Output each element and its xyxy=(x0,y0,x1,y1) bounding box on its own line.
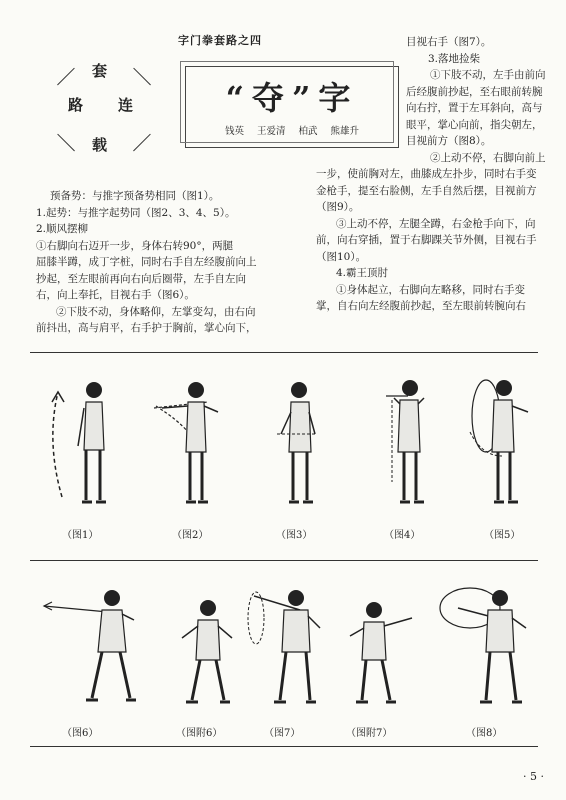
authors: 钱英 王爱清 柏武 熊雄升 xyxy=(224,126,360,137)
deco-char-zai: 载 xyxy=(92,136,108,154)
deco-char-lian: 连 xyxy=(118,96,134,114)
para-line: 目视前方（图8）。 xyxy=(406,135,492,147)
para-line: 向右拧，置于左耳斜向，高与 xyxy=(406,102,543,114)
figure-6-illustration xyxy=(40,580,140,712)
para-line: （图10）。 xyxy=(316,250,367,263)
para-line: 掌，自右向左经腹前抄起，至左眼前转腕向右 xyxy=(316,300,526,312)
para-line: 后经腹前抄起，至右眼前转腕 xyxy=(406,85,543,98)
figure-3-illustration xyxy=(255,372,335,510)
para-line: 预备势：与推字预备势相同（图1）。 xyxy=(50,190,220,202)
text-column-left xyxy=(36,188,286,337)
text-column-right xyxy=(302,34,564,315)
page-number: · 5 · xyxy=(523,770,544,783)
para-line: 1.起势：与推字起势同（图2、3、4、5）。 xyxy=(36,206,236,219)
figure-caption: （图附6） xyxy=(176,728,223,739)
figure-caption: （图4） xyxy=(384,530,421,541)
deco-char-lu: 路 xyxy=(68,96,84,114)
para-line: ③上动不停，左腿全蹲，右金枪手向下，向 xyxy=(336,217,536,230)
section-heading: 3.落地捡柴 xyxy=(428,52,481,65)
section-heading: 2.顺风摆柳 xyxy=(36,223,89,235)
divider xyxy=(30,560,538,561)
para-line: ②下肢不动，身体略仰，左掌变勾，由右向 xyxy=(56,305,256,318)
divider xyxy=(30,746,538,747)
para-line: ①右脚向右迈开一步，身体右转90°，两腿 xyxy=(36,239,234,252)
figure-caption: （图1） xyxy=(62,530,99,541)
figure-caption: （图5） xyxy=(484,530,521,541)
para-line: 右，向上奉托，目视右手（图6）。 xyxy=(36,289,195,301)
figure-caption: （图8） xyxy=(466,728,503,739)
para-line: 目视右手（图7）。 xyxy=(406,36,492,48)
para-line: ②上动不停，右脚向前上 xyxy=(430,151,546,164)
figure-8-illustration xyxy=(436,582,546,712)
para-line: 屈膝半蹲，成丁字桩，同时右手自左经腹前向上 xyxy=(36,256,257,268)
figure-caption: （图3） xyxy=(276,530,313,541)
section-heading: 4.霸王顶肘 xyxy=(336,267,389,279)
series-decoration xyxy=(48,58,166,168)
figure-7-illustration xyxy=(244,582,334,712)
para-line: 金枪手，提至右脸侧，左手自然后摆，目视前方 xyxy=(316,184,537,197)
article-title: “夺”字 xyxy=(225,79,359,117)
figure-caption: （图附7） xyxy=(346,728,393,739)
para-line: 眼平，掌心向前，指尖朝左， xyxy=(406,118,543,131)
para-line: （图9）。 xyxy=(316,201,360,213)
deco-char-tao: 套 xyxy=(92,62,108,80)
figure-4-illustration xyxy=(368,372,448,510)
figure-appendix-6-illustration xyxy=(172,594,242,712)
para-line: 一步，使前胸对左，曲膝成左扑步，同时右手变 xyxy=(316,168,537,180)
series-title: 字门拳套路之四 xyxy=(178,34,262,47)
figure-caption: （图7） xyxy=(264,728,301,739)
figure-caption: （图2） xyxy=(172,530,209,541)
figure-appendix-7-illustration xyxy=(340,596,420,712)
figure-2-illustration xyxy=(148,372,228,510)
para-line: ①身体起立，右脚向左略移，同时右手变 xyxy=(336,283,525,296)
para-line: 前抖出，高与肩平，右手护于胸前，掌心向下， xyxy=(36,322,257,334)
para-line: 前，向右穿插，置于右脚踝关节外侧，目视右手 xyxy=(316,234,537,246)
figure-5-illustration xyxy=(462,372,552,510)
figure-1-illustration xyxy=(42,372,122,510)
para-line: ①下肢不动，左手由前向 xyxy=(430,69,546,81)
para-line: 抄起，至左眼前再向右向后圈带，左手自左向 xyxy=(36,272,246,285)
divider xyxy=(30,352,538,353)
figure-caption: （图6） xyxy=(62,728,99,739)
